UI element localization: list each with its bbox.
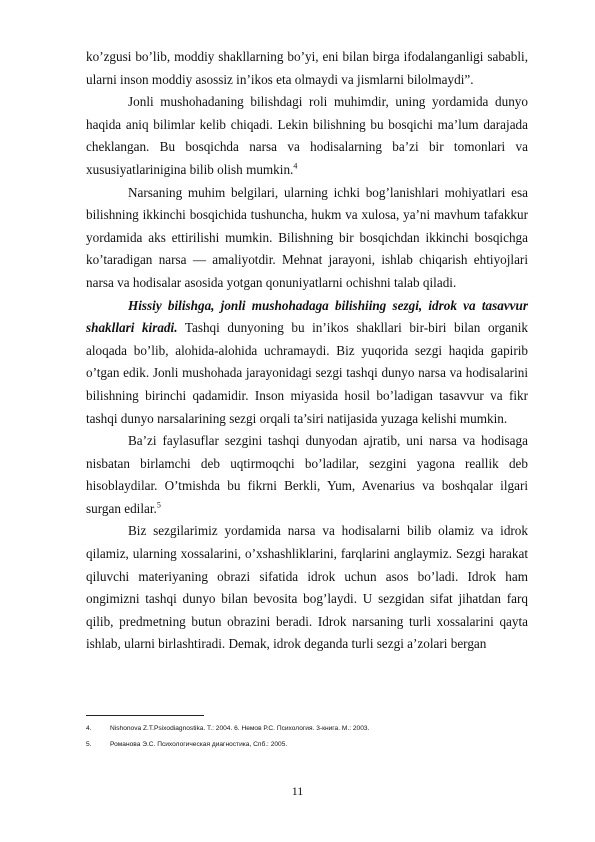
- paragraph-narsaning-belgilari: Narsaning muhim belgilari, ularning ichki bog’lanishlari mohiyatlari esa bilishning ikkinchi bosqichida tushuncha, hukm va xulosa, ya’ni mavhum tafakkur yordamida aks ettirilishi mumkin. Bilishning bir bosqichdan ikkinchi bosqichga ko’taradigan narsa — amaliyotdir. Mehnat jarayoni, ishlab chiqarish ehtiyojlari narsa va hodisalar asosida yotgan qonuniyatlarni ochishni talab qiladi.: [86, 184, 528, 290]
- page-number: 11: [291, 784, 304, 798]
- footnote-ref-4[interactable]: 4: [293, 161, 298, 171]
- paragraph-faylasuflar: [86, 430, 528, 520]
- paragraph-hissiy-bilish: [86, 295, 528, 431]
- footnote-number: 4.: [86, 725, 92, 732]
- paragraph-sezgilar: Biz sezgilarimiz yordamida narsa va hodisalarni bilib olamiz va idrok qilamiz, ularning xossalarini, o’xshashliklarini, farqlarini anglaymiz. Sezgi harakat qiluvchi materiyaning obrazi sifatida idrok uchun asos bo’ladi. Idrok ham ongimizni tashqi dunyo bilan bevosita bog’laydi. U sezgidan sifat jihatdan farq qilib, predmetning butun obrazini beradi. Idrok narsaning turli xossalarini qayta ishlab, ularni birlashtiradi. Demak, idrok deganda turli sezgi a’zolari bergan: [86, 523, 528, 652]
- paragraph-continuation: ko’zgusi bo’lib, moddiy shakllarning bo’yi, eni bilan birga ifodalanganligi sababli, ularni inson moddiy asossiz in’ikos eta olmaydi va jismlarni bilolmaydi”.: [86, 49, 528, 87]
- footnote-divider: [86, 715, 204, 716]
- footnotes: [86, 721, 528, 753]
- paragraph-text: Ba’zi faylasuflar sezgini tashqi dunyodan ajratib, uni narsa va hodisaga nisbatan birlamchi deb uqtirmoqchi bo’ladilar, sezgini yagona reallik deb hisoblaydilar. O’tmishda bu fikrni Berkli, Yum, Avenarius va boshqalar ilgari surgan edilar.: [86, 433, 528, 516]
- page-body: [86, 46, 528, 656]
- footnote-item: [86, 721, 528, 737]
- paragraph-text: Tashqi dunyoning bu in’ikos shakllari bir-biri bilan organik aloqada bo’lib, alohida-alohida uchramaydi. Biz yuqorida sezgi haqida gapirib o’tgan edik. Jonli mushohada jarayonidagi sezgi tashqi dunyo narsa va hodisalarini bilishning birinchi qadamidir. Inson miyasida hosil bo’ladigan tasavvur va fikr tashqi dunyo narsalarining sezgi orqali ta’siri natijasida yuzaga kelishi mumkin.: [86, 320, 528, 426]
- paragraph-jonli-mushohada: [86, 91, 528, 181]
- footnote-number: 5.: [86, 741, 92, 748]
- footnote-ref-5[interactable]: 5: [156, 500, 161, 510]
- footnote-text: Романова Э.С. Психологическая диагностика, Спб.: 2005.: [110, 741, 288, 748]
- footnote-item: [86, 737, 528, 753]
- section-heading: Hissiy bilishga, jonli mushohadaga bilishiing sezgi, idrok va tasavvur shakllari kiradi.: [86, 297, 528, 336]
- paragraph-text: Jonli mushohadaning bilishdagi roli muhimdir, uning yordamida dunyo haqida aniq bilimlar kelib chiqadi. Lekin bilishning bu bosqichi ma’lum darajada cheklangan. Bu bosqichda narsa va hodisalarning ba’zi bir tomonlari va xususiyatlarinigina bilib olish mumkin.: [86, 94, 528, 177]
- footnote-text: Nishonova Z.T.Psixodiagnostika. T.: 2004. 6. Немов Р.С. Психология. 3-книга. М.: 2003.: [110, 725, 370, 732]
